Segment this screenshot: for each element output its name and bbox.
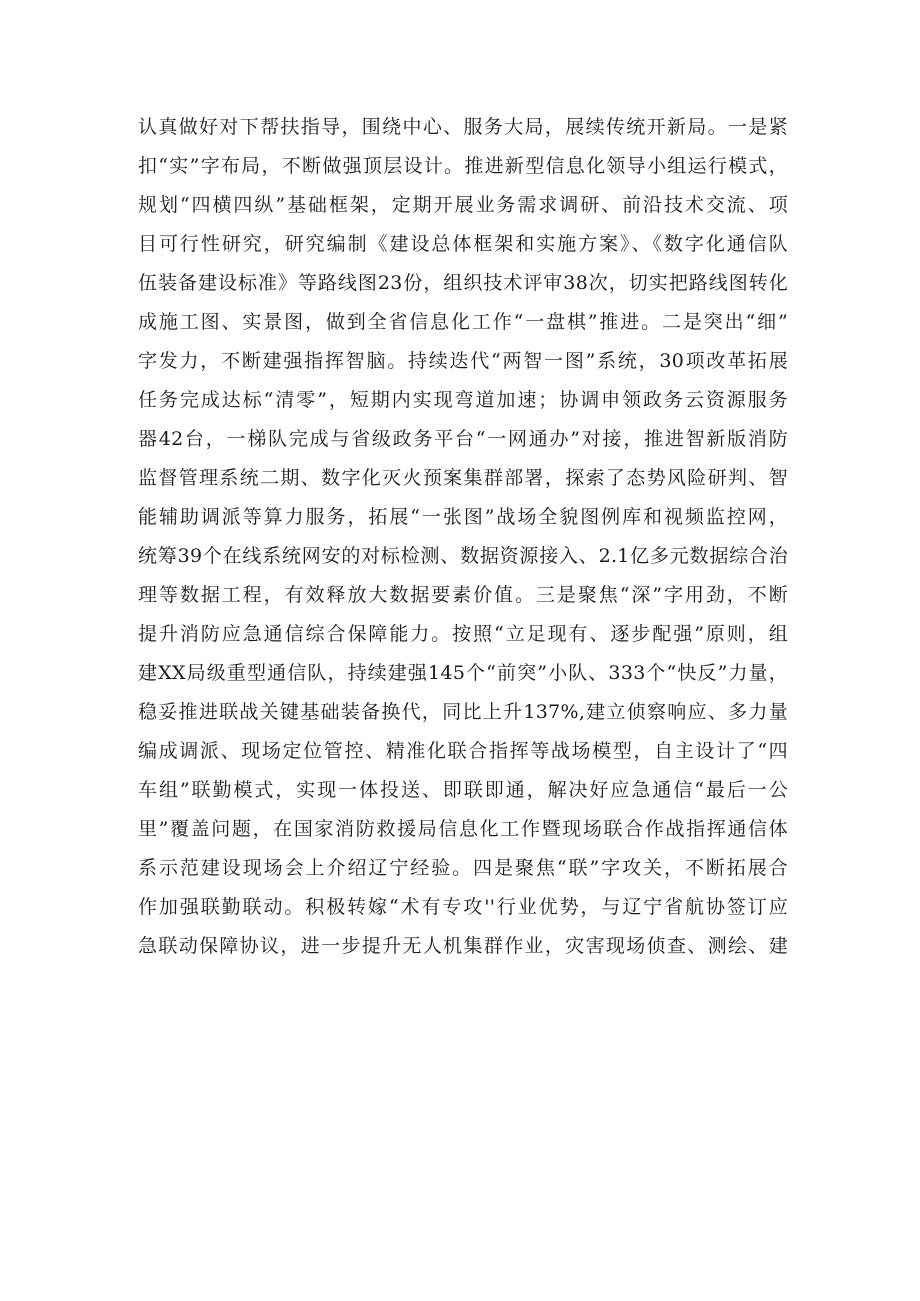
paragraph-line: 能辅助调派等算力服务，拓展“一张图”战场全貌图例库和视频监控网， [138,506,788,528]
paragraph-line: 里”覆盖问题，在国家消防救援局信息化工作暨现场联合作战指挥通信体 [138,818,788,840]
paragraph-line: 建XX局级重型通信队，持续建强145个“前突”小队、333个“快反”力量， [138,662,788,684]
paragraph-line: 车组”联勤模式，实现一体投送、即联即通，解决好应急通信“最后一公 [138,779,788,801]
paragraph-line: 理等数据工程，有效释放大数据要素价值。三是聚焦“深”字用劲，不断 [138,584,788,606]
paragraph-line: 成施工图、实景图，做到全省信息化工作“一盘棋”推进。二是突出“细” [138,311,788,333]
paragraph-line: 任务完成达标“清零”，短期内实现弯道加速；协调申领政务云资源服务 [138,389,788,411]
paragraph-line: 器42台，一梯队完成与省级政务平台“一网通办”对接，推进智新版消防 [138,428,788,450]
paragraph-line: 监督管理系统二期、数字化灭火预案集群部署，探索了态势风险研判、智 [138,467,788,489]
paragraph-line: 目可行性研究，研究编制《建设总体框架和实施方案》、《数字化通信队 [138,233,788,255]
body-paragraph [138,108,788,966]
paragraph-line: 规划“四横四纵”基础框架，定期开展业务需求调研、前沿技术交流、项 [138,194,788,216]
paragraph-line: 扣“实”字布局，不断做强顶层设计。推进新型信息化领导小组运行模式， [138,155,788,177]
paragraph-line: 字发力，不断建强指挥智脑。持续迭代“两智一图”系统，30项改革拓展 [138,350,788,372]
paragraph-line: 提升消防应急通信综合保障能力。按照“立足现有、逐步配强”原则，组 [138,623,788,645]
paragraph-line: 稳妥推进联战关键基础装备换代，同比上升137%,建立侦察响应、多力量 [138,701,788,723]
paragraph-line: 伍装备建设标准》等路线图23份，组织技术评审38次，切实把路线图转化 [138,272,788,294]
paragraph-line: 急联动保障协议，进一步提升无人机集群作业，灾害现场侦查、测绘、建 [138,935,788,957]
paragraph-line: 统筹39个在线系统网安的对标检测、数据资源接入、2.1亿多元数据综合治 [138,545,788,567]
paragraph-line: 认真做好对下帮扶指导，围绕中心、服务大局，展续传统开新局。一是紧 [138,116,788,138]
paragraph-line: 作加强联勤联动。积极转嫁“术有专攻''行业优势，与辽宁省航协签订应 [138,896,788,918]
paragraph-line: 编成调派、现场定位管控、精准化联合指挥等战场模型，自主设计了“四 [138,740,788,762]
paragraph-line: 系示范建设现场会上介绍辽宁经验。四是聚焦“联”字攻关，不断拓展合 [138,857,788,879]
